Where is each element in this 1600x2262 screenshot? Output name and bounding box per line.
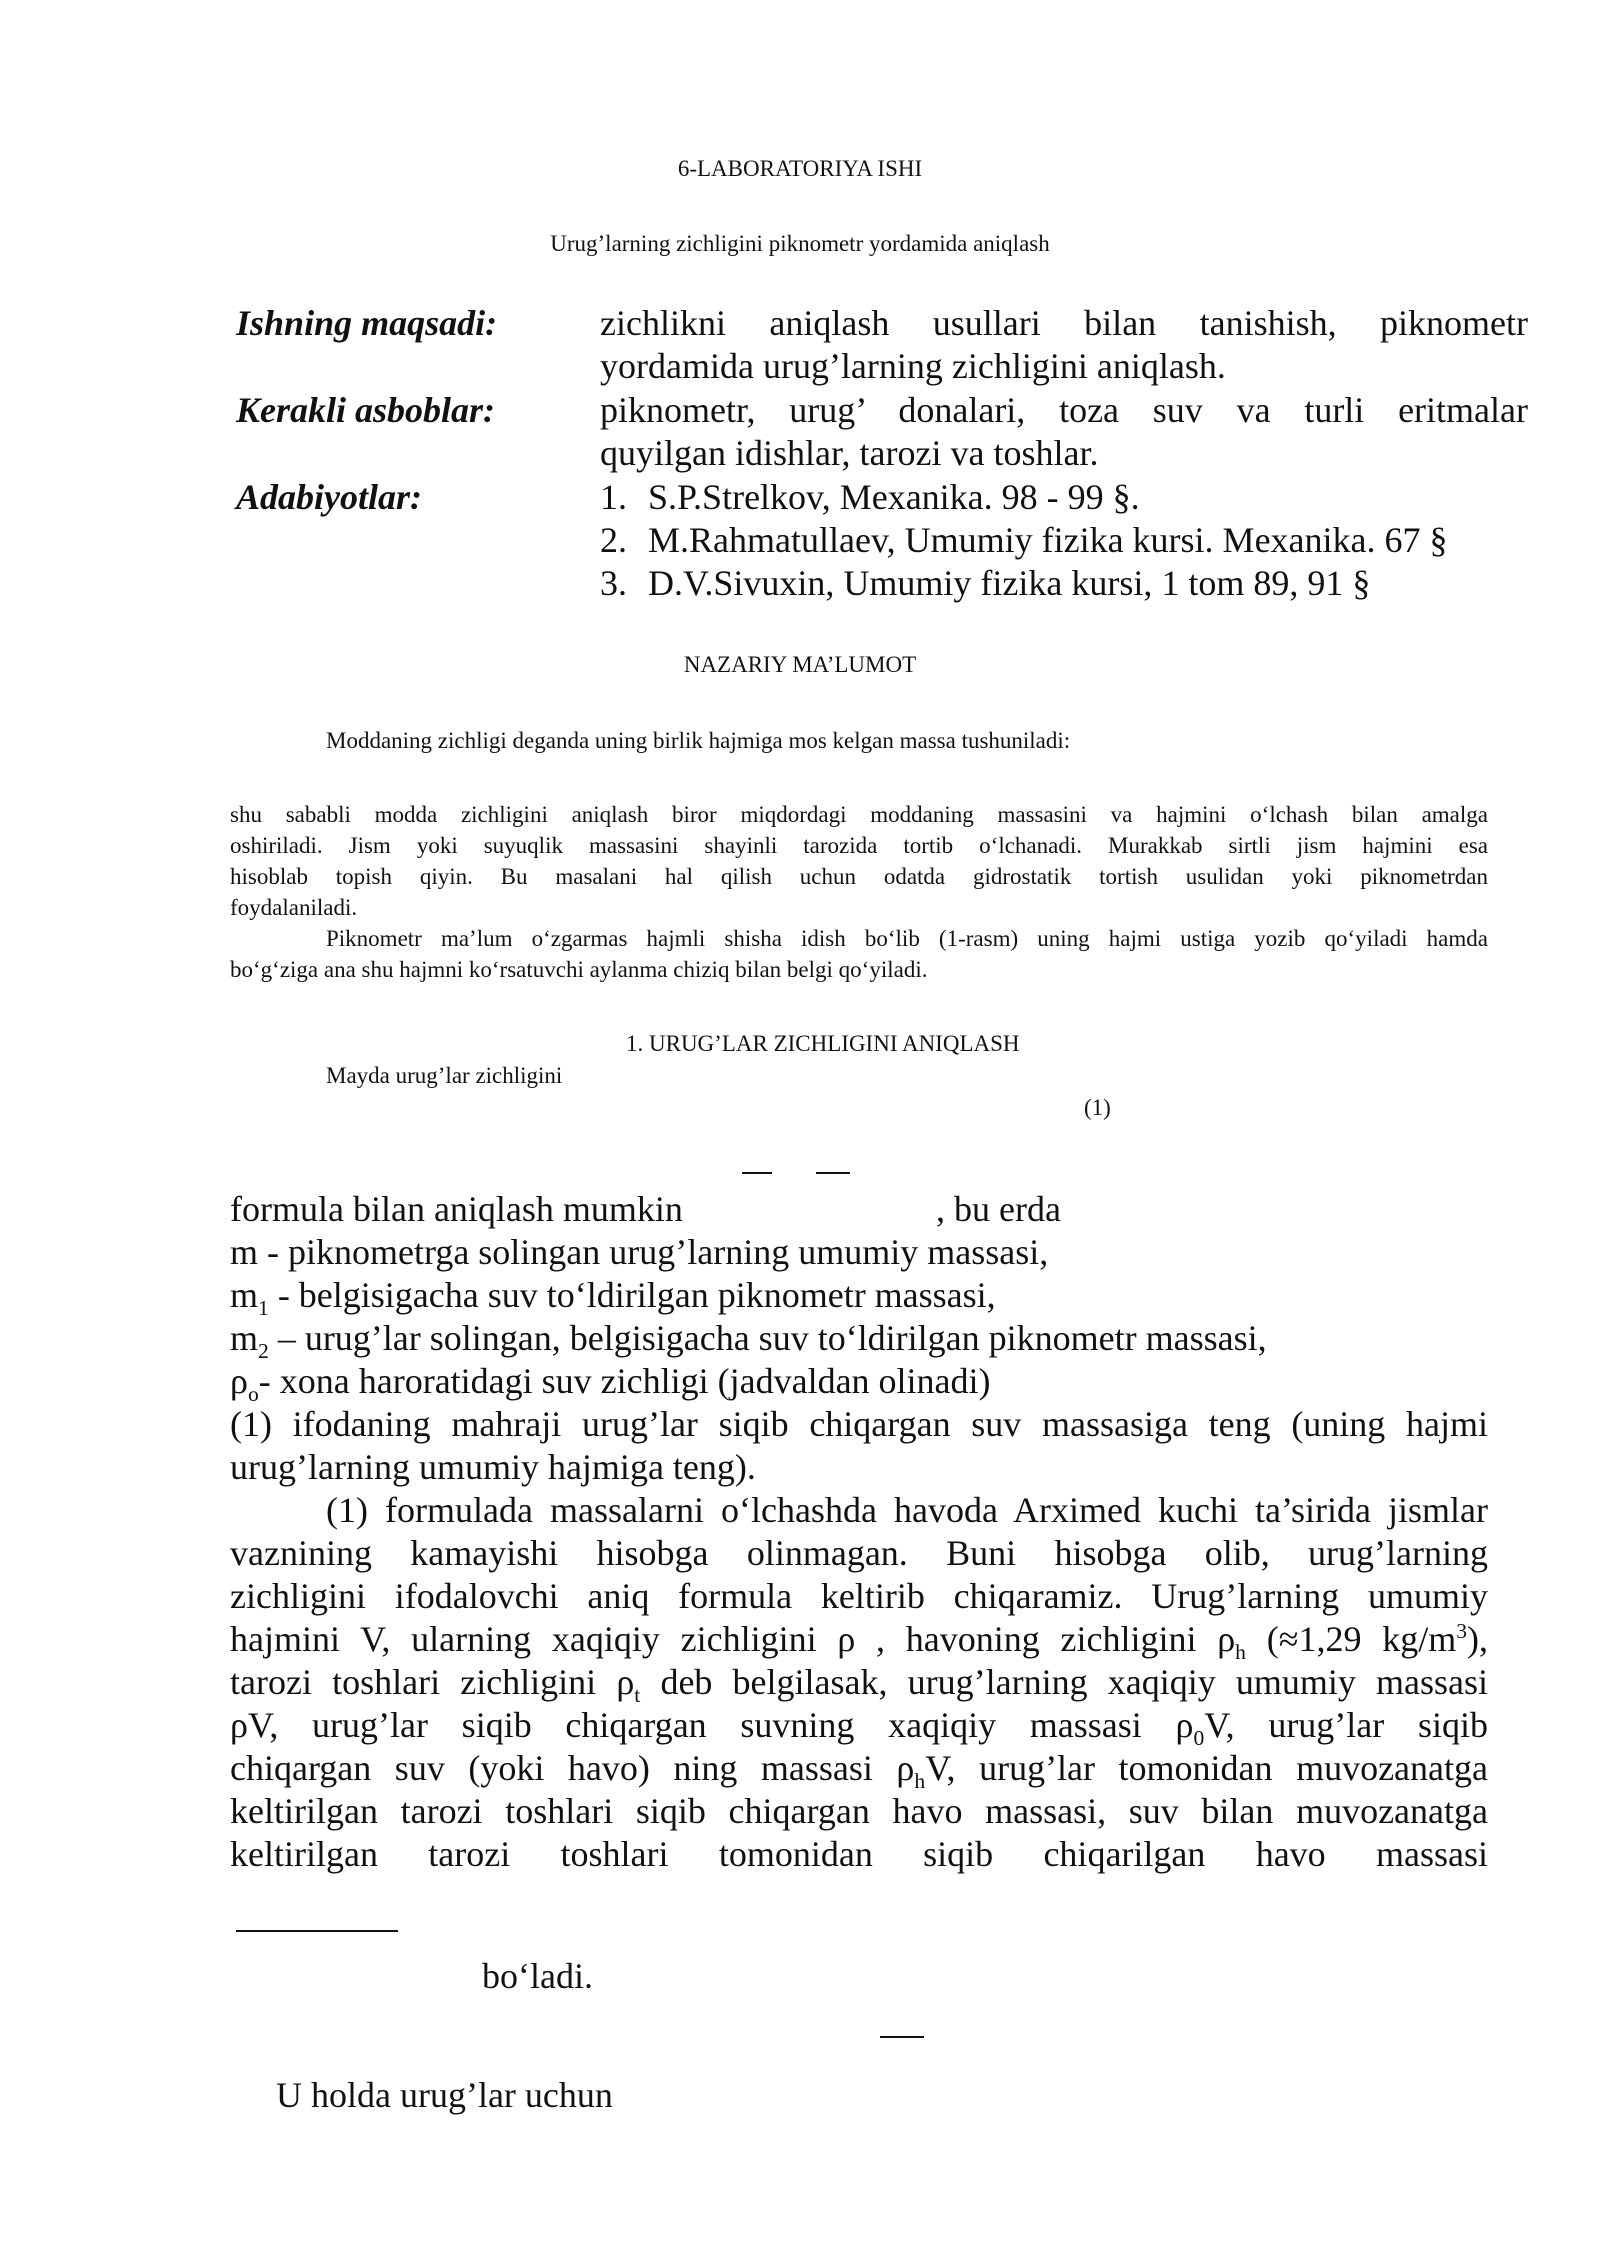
formula-rule [816,1172,850,1174]
paragraph-line: (1) ifodaning mahraji urug’lar siqib chiqargan suv massasiga teng (uning hajmi [230,1404,1488,1444]
formula-rule [880,2036,924,2038]
lab-title: 6-LABORATORIYA ISHI [677,156,923,181]
goal-line-2: yordamida urug’larning zichligini aniqlash. [600,346,1226,386]
paragraph-line: Piknometr ma’lum o‘zgarmas hajmli shisha idish bo‘lib (1-rasm) uning hajmi ustiga yozib qo‘yiladi hamda [326,926,1488,951]
paragraph-line: hajmini V, ularning xaqiqiy zichligini ρ , havoning zichligini $\rho_h$ (≈1,29 $kg/m^3$), [230,1619,1488,1665]
paragraph-line: (1) formulada massalarni o‘lchashda havoda Arximed kuchi ta’sirida jismlar [326,1490,1488,1530]
reference-item: 1. S.P.Strelkov, Mexanika. 98 - 99 §. [600,477,1140,517]
paragraph-line: tarozi toshlari zichligini $\rho_t$ deb belgilasak, urug’larning xaqiqiy umumiy massasi [230,1662,1488,1708]
paragraph-line: hisoblab topish qiyin. Bu masalani hal qilish uchun odatda gidrostatik tortish usulidan yoki piknometrdan [230,864,1488,889]
reference-item: 3. D.V.Sivuxin, Umumiy fizika kursi, 1 tom 89, 91 § [600,563,1371,603]
paragraph-line: foydalaniladi. [230,895,358,920]
formula-rule [236,1930,398,1932]
literature-label: Adabiyotlar: [236,477,422,517]
section-heading: 1. URUG’LAR ZICHLIGINI ANIQLASH [626,1031,1020,1056]
equipment-label: Kerakli asboblar: [236,390,496,430]
reference-item: 2. M.Rahmatullaev, Umumiy fizika kursi. Mexanika. 67 § [600,520,1448,560]
u-holda-text: U holda urug’lar uchun [276,2075,613,2115]
formula-text-right: , bu erda [936,1189,1061,1229]
paragraph-line: bo‘g‘ziga ana shu hajmni ko‘rsatuvchi aylanma chiziq bilan belgi qo‘yiladi. [230,957,928,982]
formula-text-left: formula bilan aniqlash mumkin [230,1189,683,1229]
paragraph-line: chiqargan suv (yoki havo) ning massasi $\rho_hV$, urug’lar tomonidan muvozanatga [230,1748,1488,1794]
equipment-line-1: piknometr, urug’ donalari, toza suv va turli eritmalar [600,390,1528,430]
goal-label: Ishning maqsadi: [236,303,498,343]
lab-subtitle: Urug’larning zichligini piknometr yordamida aniqlash [550,231,1050,256]
paragraph-line: zichligini ifodalovchi aniq formula keltirib chiqaramiz. Urug’larning umumiy [230,1576,1488,1616]
definition-rho: $\rho_o-$ xona haroratidagi suv zichligi (jadvaldan olinadi) [230,1361,991,1407]
formula-rule [742,1172,772,1174]
paragraph-line: keltirilgan tarozi toshlari tomonidan siqib chiqarilgan havo massasi [230,1834,1488,1874]
paragraph-line: shu sababli modda zichligini aniqlash biror miqdordagi moddaning massasini va hajmini o‘lchash bilan amalga [230,802,1488,827]
boladi-text: bo‘ladi. [482,1956,593,1996]
section-intro: Mayda urug’lar zichligini [326,1063,563,1088]
equation-number: (1) [1084,1095,1111,1120]
paragraph-line: ρV, urug’lar siqib chiqargan suvning xaqiqiy massasi $\rho_0V$, urug’lar siqib [230,1705,1488,1751]
theory-intro: Moddaning zichligi deganda uning birlik hajmiga mos kelgan massa tushuniladi: [326,728,1071,753]
goal-line-1: zichlikni aniqlash usullari bilan tanishish, piknometr [600,303,1528,343]
paragraph-line: keltirilgan tarozi toshlari siqib chiqargan havo massasi, suv bilan muvozanatga [230,1791,1488,1831]
definition-m: m - piknometrga solingan urug’larning umumiy massasi, [230,1232,1049,1272]
definition-m1: $m_1$ - belgisigacha suv to‘ldirilgan piknometr massasi, [230,1275,996,1321]
definition-m2: $m_2$ – urug’lar solingan, belgisigacha suv to‘ldirilgan piknometr massasi, [230,1318,1267,1364]
paragraph-line: oshiriladi. Jism yoki suyuqlik massasini shayinli tarozida tortib o‘lchanadi. Murakkab sirtli jism hajmini esa [230,833,1488,858]
equipment-line-2: quyilgan idishlar, tarozi va toshlar. [600,433,1099,473]
paragraph-line: vaznining kamayishi hisobga olinmagan. Buni hisobga olib, urug’larning [230,1533,1488,1573]
paragraph-line: urug’larning umumiy hajmiga teng). [230,1447,756,1487]
theory-heading: NAZARIY MA’LUMOT [683,652,917,677]
